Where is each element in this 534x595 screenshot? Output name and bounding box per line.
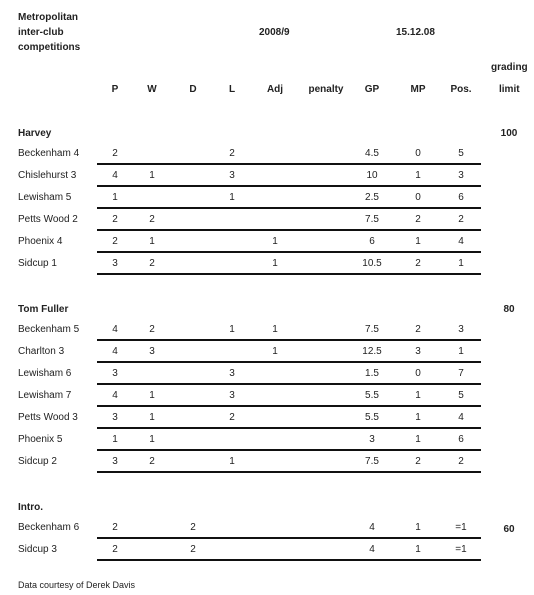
- team-name: Lewisham 5: [18, 192, 72, 203]
- cell-pos: 6: [458, 192, 464, 203]
- cell-w: 1: [149, 390, 155, 401]
- cell-mp: 0: [415, 192, 421, 203]
- cell-pos: 3: [458, 170, 464, 181]
- team-name: Lewisham 6: [18, 368, 72, 379]
- row-divider: [97, 251, 481, 253]
- cell-gp: 2.5: [365, 192, 379, 203]
- cell-pos: =1: [455, 544, 467, 555]
- cell-w: 2: [149, 456, 155, 467]
- cell-pos: 4: [458, 236, 464, 247]
- cell-gp: 4: [369, 522, 375, 533]
- cell-mp: 1: [415, 522, 421, 533]
- cell-gp: 5.5: [365, 412, 379, 423]
- cell-pos: 6: [458, 434, 464, 445]
- title-line-2: inter-club: [18, 27, 64, 38]
- cell-w: 2: [149, 214, 155, 225]
- column-header-mp: MP: [410, 84, 426, 95]
- cell-mp: 0: [415, 368, 421, 379]
- column-header-pos: Pos.: [450, 84, 472, 95]
- team-name: Petts Wood 2: [18, 214, 78, 225]
- cell-mp: 1: [415, 170, 421, 181]
- section-title: Tom Fuller: [18, 304, 69, 315]
- team-name: Chislehurst 3: [18, 170, 77, 181]
- column-header-adj: Adj: [266, 84, 284, 95]
- cell-l: 1: [229, 192, 235, 203]
- date-label: 15.12.08: [396, 27, 435, 38]
- cell-mp: 1: [415, 412, 421, 423]
- cell-pos: 7: [458, 368, 464, 379]
- cell-mp: 2: [415, 258, 421, 269]
- cell-pos: 1: [458, 258, 464, 269]
- cell-pos: 5: [458, 148, 464, 159]
- row-divider: [97, 207, 481, 209]
- cell-mp: 2: [415, 456, 421, 467]
- row-divider: [97, 449, 481, 451]
- row-divider: [97, 339, 481, 341]
- row-divider: [97, 559, 481, 561]
- row-divider: [97, 273, 481, 275]
- team-name: Charlton 3: [18, 346, 65, 357]
- cell-pos: 4: [458, 412, 464, 423]
- cell-mp: 1: [415, 544, 421, 555]
- row-divider: [97, 405, 481, 407]
- cell-mp: 1: [415, 390, 421, 401]
- team-name: Beckenham 5: [18, 324, 80, 335]
- cell-gp: 7.5: [365, 456, 379, 467]
- cell-w: 2: [149, 324, 155, 335]
- cell-gp: 7.5: [365, 214, 379, 225]
- row-divider: [97, 471, 481, 473]
- row-divider: [97, 537, 481, 539]
- cell-p: 2: [112, 214, 118, 225]
- title-line-3: competitions: [18, 42, 81, 53]
- grading-limit: 100: [500, 128, 518, 139]
- row-divider: [97, 229, 481, 231]
- footer-credit: Data courtesy of Derek Davis: [18, 580, 136, 590]
- cell-w: 1: [149, 170, 155, 181]
- row-divider: [97, 185, 481, 187]
- cell-gp: 10.5: [362, 258, 382, 269]
- cell-gp: 5.5: [365, 390, 379, 401]
- cell-w: 1: [149, 412, 155, 423]
- cell-p: 2: [112, 544, 118, 555]
- cell-gp: 1.5: [365, 368, 379, 379]
- cell-mp: 0: [415, 148, 421, 159]
- cell-w: 1: [149, 434, 155, 445]
- cell-l: 3: [229, 368, 235, 379]
- cell-p: 1: [112, 192, 118, 203]
- column-header-p: P: [111, 84, 119, 95]
- cell-p: 1: [112, 434, 118, 445]
- team-name: Beckenham 6: [18, 522, 80, 533]
- cell-mp: 1: [415, 434, 421, 445]
- cell-l: 3: [229, 170, 235, 181]
- cell-adj: 1: [272, 346, 278, 357]
- section-title: Intro.: [18, 502, 43, 513]
- team-name: Phoenix 5: [18, 434, 63, 445]
- cell-mp: 3: [415, 346, 421, 357]
- cell-l: 3: [229, 390, 235, 401]
- team-name: Petts Wood 3: [18, 412, 78, 423]
- cell-pos: 2: [458, 214, 464, 225]
- cell-p: 4: [112, 170, 118, 181]
- cell-adj: 1: [272, 324, 278, 335]
- cell-p: 3: [112, 368, 118, 379]
- cell-d: 2: [190, 544, 196, 555]
- section-title: Harvey: [18, 128, 52, 139]
- cell-pos: 2: [458, 456, 464, 467]
- cell-gp: 4: [369, 544, 375, 555]
- column-header-w: W: [147, 84, 157, 95]
- cell-p: 4: [112, 390, 118, 401]
- column-header-l: L: [228, 84, 236, 95]
- cell-mp: 2: [415, 324, 421, 335]
- cell-l: 1: [229, 324, 235, 335]
- limit-label: limit: [499, 84, 520, 95]
- cell-p: 3: [112, 258, 118, 269]
- cell-p: 2: [112, 148, 118, 159]
- cell-p: 2: [112, 522, 118, 533]
- cell-gp: 3: [369, 434, 375, 445]
- cell-mp: 1: [415, 236, 421, 247]
- cell-pos: =1: [455, 522, 467, 533]
- row-divider: [97, 163, 481, 165]
- row-divider: [97, 427, 481, 429]
- cell-p: 2: [112, 236, 118, 247]
- team-name: Beckenham 4: [18, 148, 80, 159]
- cell-gp: 4.5: [365, 148, 379, 159]
- team-name: Phoenix 4: [18, 236, 63, 247]
- cell-l: 1: [229, 456, 235, 467]
- cell-gp: 12.5: [362, 346, 382, 357]
- cell-gp: 6: [369, 236, 375, 247]
- cell-p: 4: [112, 346, 118, 357]
- row-divider: [97, 361, 481, 363]
- column-header-d: D: [189, 84, 197, 95]
- cell-gp: 7.5: [365, 324, 379, 335]
- team-name: Sidcup 2: [18, 456, 57, 467]
- row-divider: [97, 383, 481, 385]
- column-header-gp: GP: [364, 84, 380, 95]
- cell-pos: 5: [458, 390, 464, 401]
- cell-pos: 1: [458, 346, 464, 357]
- cell-adj: 1: [272, 236, 278, 247]
- team-name: Lewisham 7: [18, 390, 72, 401]
- cell-pos: 3: [458, 324, 464, 335]
- cell-w: 3: [149, 346, 155, 357]
- cell-w: 1: [149, 236, 155, 247]
- grading-label: grading: [491, 62, 528, 73]
- cell-w: 2: [149, 258, 155, 269]
- cell-d: 2: [190, 522, 196, 533]
- team-name: Sidcup 1: [18, 258, 57, 269]
- cell-l: 2: [229, 148, 235, 159]
- grading-limit: 80: [503, 304, 515, 315]
- grading-limit: 60: [503, 524, 515, 535]
- team-name: Sidcup 3: [18, 544, 57, 555]
- season-label: 2008/9: [259, 27, 290, 38]
- cell-p: 3: [112, 412, 118, 423]
- cell-p: 3: [112, 456, 118, 467]
- column-header-penalty: penalty: [308, 84, 344, 95]
- cell-l: 2: [229, 412, 235, 423]
- cell-gp: 10: [366, 170, 378, 181]
- cell-mp: 2: [415, 214, 421, 225]
- cell-p: 4: [112, 324, 118, 335]
- cell-adj: 1: [272, 258, 278, 269]
- title-line-1: Metropolitan: [18, 12, 78, 23]
